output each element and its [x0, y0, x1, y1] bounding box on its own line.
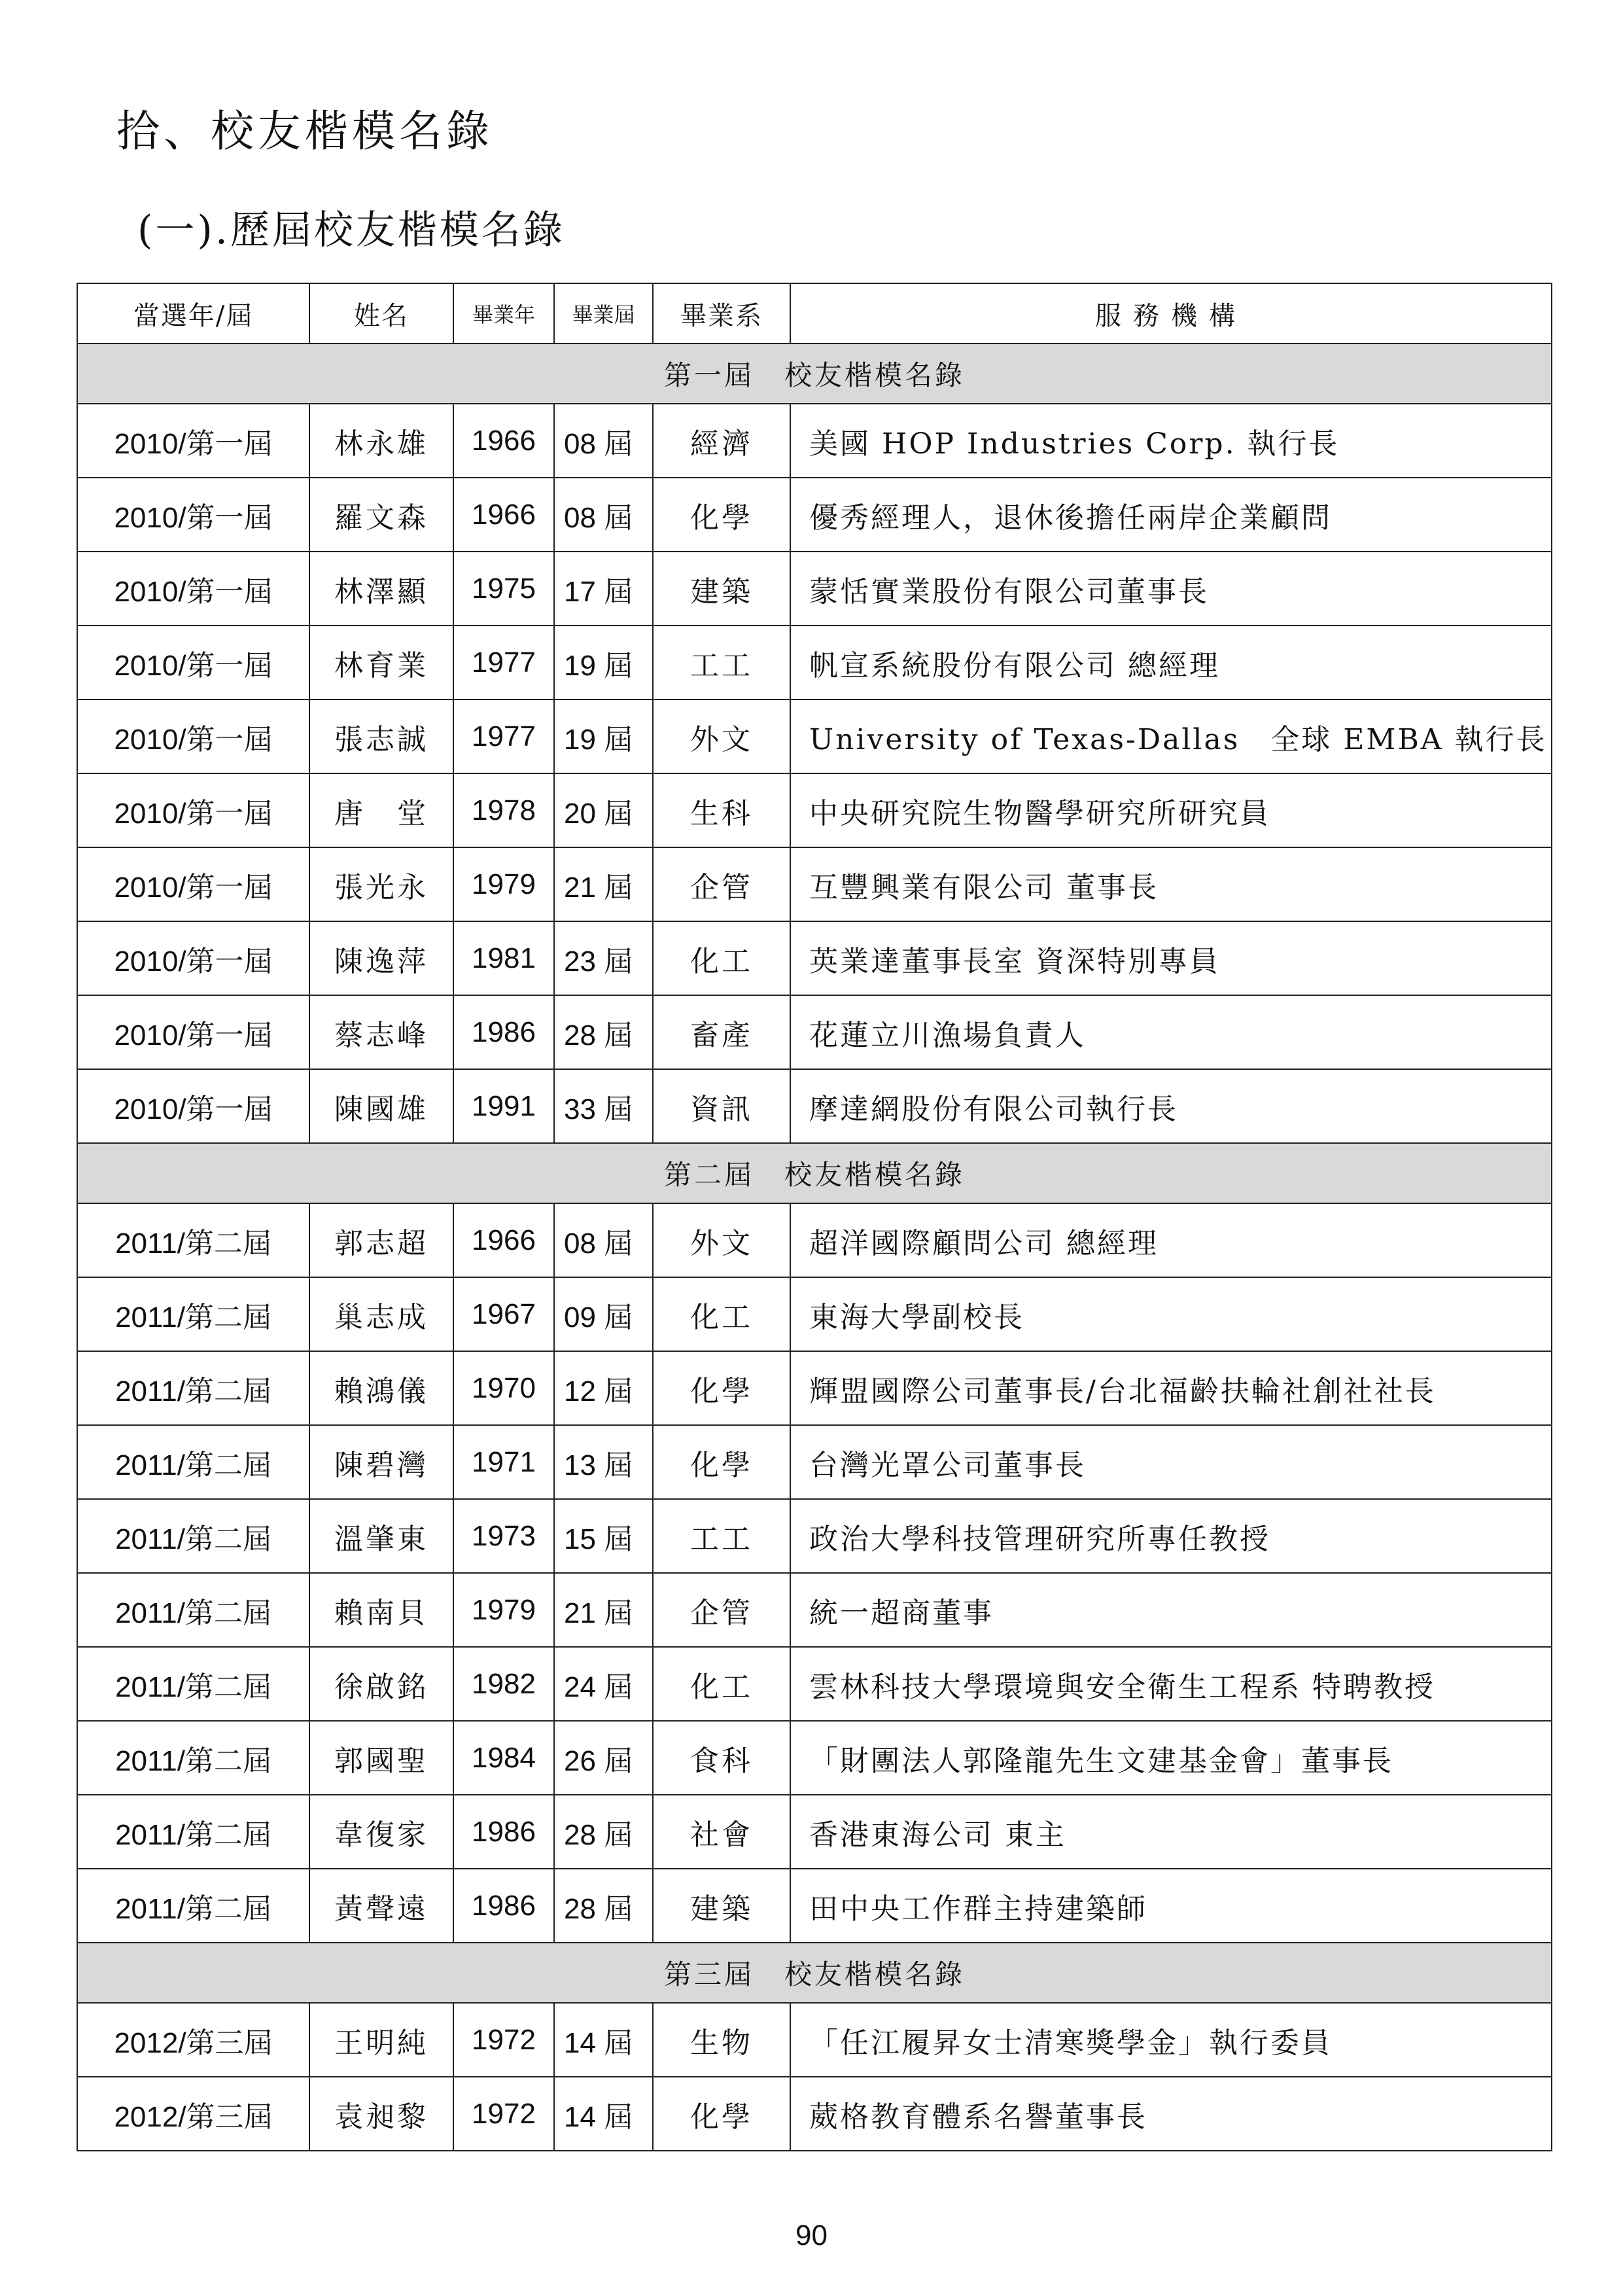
cell-grad-session: 14 屆 [554, 2003, 653, 2077]
cell-grad-year: 1978 [453, 773, 554, 847]
table-row [77, 1277, 1552, 1351]
cell-organization: 帆宣系統股份有限公司 總經理 [790, 626, 1552, 699]
cell-grad-session: 17 屆 [554, 552, 653, 626]
alumni-table [77, 283, 1552, 2151]
cell-name: 羅文森 [309, 478, 453, 552]
cell-grad-year: 1981 [453, 921, 554, 995]
cell-grad-year: 1971 [453, 1425, 554, 1499]
table-row [77, 1425, 1552, 1499]
table-row [77, 626, 1552, 699]
cell-department: 化工 [653, 1647, 790, 1721]
cell-name: 蔡志峰 [309, 995, 453, 1069]
cell-grad-year: 1979 [453, 1573, 554, 1647]
cell-grad-year: 1973 [453, 1499, 554, 1573]
cell-grad-year: 1986 [453, 995, 554, 1069]
cell-organization: 田中央工作群主持建築師 [790, 1869, 1552, 1943]
cell-grad-session: 19 屆 [554, 626, 653, 699]
cell-name: 巢志成 [309, 1277, 453, 1351]
cell-department: 生物 [653, 2003, 790, 2077]
cell-department: 建築 [653, 1869, 790, 1943]
cell-department: 建築 [653, 552, 790, 626]
cell-name: 張光永 [309, 847, 453, 921]
section-title-cell: 第二屆 校友楷模名錄 [77, 1143, 1552, 1203]
cell-selection: 2011/第二屆 [77, 1573, 309, 1647]
cell-organization: 統一超商董事 [790, 1573, 1552, 1647]
section-title-cell: 第三屆 校友楷模名錄 [77, 1943, 1552, 2003]
cell-department: 化工 [653, 921, 790, 995]
cell-grad-session: 23 屆 [554, 921, 653, 995]
cell-selection: 2011/第二屆 [77, 1647, 309, 1721]
cell-grad-session: 28 屆 [554, 1795, 653, 1869]
cell-name: 溫肇東 [309, 1499, 453, 1573]
cell-organization: 雲林科技大學環境與安全衛生工程系 特聘教授 [790, 1647, 1552, 1721]
cell-department: 工工 [653, 626, 790, 699]
section-header-row [77, 1943, 1552, 2003]
cell-organization: 花蓮立川漁場負責人 [790, 995, 1552, 1069]
cell-grad-session: 26 屆 [554, 1721, 653, 1795]
subsection-title: (一).歷屆校友楷模名錄 [137, 207, 565, 253]
cell-name: 林永雄 [309, 404, 453, 478]
cell-grad-year: 1970 [453, 1351, 554, 1425]
cell-grad-session: 13 屆 [554, 1425, 653, 1499]
cell-grad-year: 1967 [453, 1277, 554, 1351]
cell-selection: 2011/第二屆 [77, 1203, 309, 1277]
cell-selection: 2012/第三屆 [77, 2077, 309, 2151]
cell-selection: 2011/第二屆 [77, 1795, 309, 1869]
section-header-row [77, 1143, 1552, 1203]
header-organization: 服務機構 [790, 283, 1552, 344]
cell-grad-session: 15 屆 [554, 1499, 653, 1573]
cell-grad-session: 08 屆 [554, 404, 653, 478]
cell-selection: 2011/第二屆 [77, 1499, 309, 1573]
cell-selection: 2010/第一屆 [77, 404, 309, 478]
cell-grad-session: 09 屆 [554, 1277, 653, 1351]
cell-department: 生科 [653, 773, 790, 847]
cell-grad-session: 19 屆 [554, 699, 653, 773]
cell-selection: 2010/第一屆 [77, 773, 309, 847]
cell-selection: 2011/第二屆 [77, 1425, 309, 1499]
header-grad-year: 畢業年 [453, 283, 554, 344]
table-row [77, 921, 1552, 995]
cell-grad-year: 1984 [453, 1721, 554, 1795]
cell-name: 賴南貝 [309, 1573, 453, 1647]
cell-organization: 英業達董事長室 資深特別專員 [790, 921, 1552, 995]
cell-organization: 蒙恬實業股份有限公司董事長 [790, 552, 1552, 626]
cell-grad-session: 20 屆 [554, 773, 653, 847]
table-row [77, 2003, 1552, 2077]
cell-organization: 葳格教育體系名譽董事長 [790, 2077, 1552, 2151]
cell-department: 工工 [653, 1499, 790, 1573]
cell-selection: 2010/第一屆 [77, 921, 309, 995]
cell-organization: 東海大學副校長 [790, 1277, 1552, 1351]
section-title-cell: 第一屆 校友楷模名錄 [77, 344, 1552, 404]
cell-department: 企管 [653, 847, 790, 921]
cell-grad-year: 1972 [453, 2003, 554, 2077]
page-number: 90 [795, 2219, 828, 2252]
table-row [77, 1795, 1552, 1869]
cell-department: 化學 [653, 1425, 790, 1499]
cell-grad-session: 08 屆 [554, 1203, 653, 1277]
cell-selection: 2011/第二屆 [77, 1869, 309, 1943]
section-title: 拾、校友楷模名錄 [116, 106, 493, 156]
cell-organization: 超洋國際顧問公司 總經理 [790, 1203, 1552, 1277]
cell-name: 郭志超 [309, 1203, 453, 1277]
table-row [77, 404, 1552, 478]
cell-organization: 政治大學科技管理研究所專任教授 [790, 1499, 1552, 1573]
cell-name: 袁昶黎 [309, 2077, 453, 2151]
cell-grad-year: 1977 [453, 626, 554, 699]
cell-organization: 台灣光罩公司董事長 [790, 1425, 1552, 1499]
cell-selection: 2010/第一屆 [77, 478, 309, 552]
table-row [77, 1721, 1552, 1795]
header-grad-session: 畢業屆 [554, 283, 653, 344]
cell-grad-year: 1972 [453, 2077, 554, 2151]
cell-selection: 2011/第二屆 [77, 1351, 309, 1425]
cell-name: 韋復家 [309, 1795, 453, 1869]
section-header-row [77, 344, 1552, 404]
cell-selection: 2011/第二屆 [77, 1277, 309, 1351]
table-row [77, 2077, 1552, 2151]
cell-department: 社會 [653, 1795, 790, 1869]
cell-grad-session: 28 屆 [554, 995, 653, 1069]
header-department: 畢業系 [653, 283, 790, 344]
cell-department: 化工 [653, 1277, 790, 1351]
cell-organization: 摩達網股份有限公司執行長 [790, 1069, 1552, 1143]
cell-organization: 香港東海公司 東主 [790, 1795, 1552, 1869]
cell-grad-year: 1979 [453, 847, 554, 921]
cell-organization: 「任江履昇女士清寒獎學金」執行委員 [790, 2003, 1552, 2077]
cell-organization: 「財團法人郭隆龍先生文建基金會」董事長 [790, 1721, 1552, 1795]
cell-organization: 中央研究院生物醫學研究所研究員 [790, 773, 1552, 847]
cell-grad-session: 28 屆 [554, 1869, 653, 1943]
table-row [77, 1869, 1552, 1943]
table-row [77, 847, 1552, 921]
table-row [77, 1499, 1552, 1573]
cell-selection: 2010/第一屆 [77, 552, 309, 626]
cell-name: 陳逸萍 [309, 921, 453, 995]
table-row [77, 1069, 1552, 1143]
table-row [77, 699, 1552, 773]
table-row [77, 1573, 1552, 1647]
cell-grad-year: 1991 [453, 1069, 554, 1143]
cell-department: 化學 [653, 2077, 790, 2151]
cell-selection: 2011/第二屆 [77, 1721, 309, 1795]
cell-grad-year: 1966 [453, 1203, 554, 1277]
cell-name: 陳碧灣 [309, 1425, 453, 1499]
cell-selection: 2010/第一屆 [77, 699, 309, 773]
table-row [77, 552, 1552, 626]
cell-selection: 2010/第一屆 [77, 1069, 309, 1143]
cell-name: 張志誠 [309, 699, 453, 773]
cell-department: 資訊 [653, 1069, 790, 1143]
cell-selection: 2010/第一屆 [77, 847, 309, 921]
cell-name: 王明純 [309, 2003, 453, 2077]
cell-department: 經濟 [653, 404, 790, 478]
cell-grad-year: 1986 [453, 1795, 554, 1869]
table-row [77, 478, 1552, 552]
cell-grad-year: 1977 [453, 699, 554, 773]
cell-department: 化學 [653, 1351, 790, 1425]
cell-organization: 優秀經理人，退休後擔任兩岸企業顧問 [790, 478, 1552, 552]
cell-selection: 2012/第三屆 [77, 2003, 309, 2077]
cell-name: 徐啟銘 [309, 1647, 453, 1721]
table-body [77, 344, 1552, 2151]
cell-grad-session: 21 屆 [554, 847, 653, 921]
cell-name: 林澤顯 [309, 552, 453, 626]
cell-grad-session: 08 屆 [554, 478, 653, 552]
cell-name: 黃聲遠 [309, 1869, 453, 1943]
cell-organization: 美國 HOP Industries Corp. 執行長 [790, 404, 1552, 478]
header-name: 姓名 [309, 283, 453, 344]
table-header-row [77, 283, 1552, 344]
table-row [77, 1647, 1552, 1721]
cell-grad-session: 33 屆 [554, 1069, 653, 1143]
table-row [77, 1203, 1552, 1277]
cell-selection: 2010/第一屆 [77, 995, 309, 1069]
cell-grad-year: 1975 [453, 552, 554, 626]
table-row [77, 773, 1552, 847]
cell-grad-year: 1986 [453, 1869, 554, 1943]
cell-grad-session: 12 屆 [554, 1351, 653, 1425]
cell-department: 外文 [653, 1203, 790, 1277]
cell-grad-session: 24 屆 [554, 1647, 653, 1721]
cell-name: 林育業 [309, 626, 453, 699]
cell-grad-year: 1982 [453, 1647, 554, 1721]
cell-organization: 輝盟國際公司董事長/台北福齡扶輪社創社社長 [790, 1351, 1552, 1425]
table-row [77, 1351, 1552, 1425]
table-row [77, 995, 1552, 1069]
cell-grad-session: 21 屆 [554, 1573, 653, 1647]
cell-name: 唐 堂 [309, 773, 453, 847]
cell-name: 陳國雄 [309, 1069, 453, 1143]
cell-department: 食科 [653, 1721, 790, 1795]
cell-department: 外文 [653, 699, 790, 773]
cell-name: 賴鴻儀 [309, 1351, 453, 1425]
cell-department: 化學 [653, 478, 790, 552]
cell-department: 企管 [653, 1573, 790, 1647]
cell-grad-year: 1966 [453, 478, 554, 552]
cell-organization: 互豐興業有限公司 董事長 [790, 847, 1552, 921]
cell-organization: University of Texas-Dallas 全球 EMBA 執行長 [790, 699, 1552, 773]
header-selection: 當選年/屆 [77, 283, 309, 344]
cell-grad-session: 14 屆 [554, 2077, 653, 2151]
cell-name: 郭國聖 [309, 1721, 453, 1795]
cell-grad-year: 1966 [453, 404, 554, 478]
cell-department: 畜產 [653, 995, 790, 1069]
cell-selection: 2010/第一屆 [77, 626, 309, 699]
